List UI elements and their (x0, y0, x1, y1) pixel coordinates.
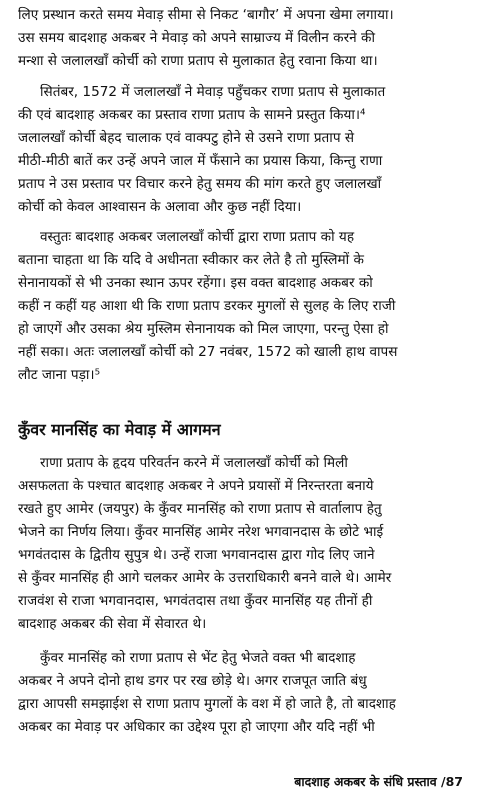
paragraph-5-line: द्वारा आपसी समझाईश से राणा प्रताप मुगलों के वश में हो जाते है, तो बादशाह (18, 696, 396, 712)
paragraph-2-line: जलालखाँ कोर्ची बेहद चालाक एवं वाक्पटु होने से उसने राणा प्रताप से (18, 130, 355, 146)
paragraph-4-line: बादशाह अकबर की सेवा में सेवारत थे। (18, 616, 207, 632)
paragraph-4-line: असफलता के पश्चात बादशाह अकबर ने अपने प्रयासों में निरन्तरता बनाये (18, 478, 374, 494)
page-number: 87 (445, 774, 463, 789)
paragraph-1-line: लिए प्रस्थान करते समय मेवाड़ सीमा से निकट ‘बागौर’ में अपना खेमा लगाया। (18, 7, 394, 23)
section-heading: कुँवर मानसिंह का मेवाड़ में आगमन (18, 420, 221, 439)
paragraph-4-line: भगवंतदास के द्वितीय सुपुत्र थे। उन्हें राजा भगवानदास द्वारा गोद लिए जाने (18, 547, 375, 563)
paragraph-3-line: वस्तुतः बादशाह अकबर जलालखाँ कोर्ची द्वारा राणा प्रताप को यह (40, 229, 355, 245)
paragraph-4-line: भेजने का निर्णय लिया। कुँवर मानसिंह आमेर नरेश भगवानदास के छोटे भाई (18, 524, 384, 540)
footer-separator: / (441, 774, 446, 789)
paragraph-3-line: सेनानायकों से भी उनका स्थान ऊपर रहेंगा। इस वक्त बादशाह अकबर को (18, 275, 373, 291)
page-footer (294, 772, 463, 792)
paragraph-2-line: सितंबर, 1572 में जलालखाँ ने मेवाड़ पहुँचकर राणा प्रताप से मुलाकात (40, 84, 386, 100)
paragraph-5-line: अकबर ने अपने दोनो हाथ डगर पर रख छोड़े थे। अगर राजपूत जाति बंधु (18, 673, 367, 689)
paragraph-4-line: राजवंश से राजा भगवानदास, भगवंतदास तथा कुँवर मानसिंह यह तीनों ही (18, 593, 373, 609)
paragraph-4-line: रखते हुए आमेर (जयपुर) के कुँवर मानसिंह को राणा प्रताप से वार्तालाप हेतु (18, 501, 382, 517)
paragraph-2-line: कोर्ची को केवल आश्वासन के अलावा और कुछ नहीं दिया। (18, 199, 302, 215)
running-title: बादशाह अकबर के संधि प्रस्ताव (294, 774, 437, 789)
paragraph-3-line: कहीं न कहीं यह आशा थी कि राणा प्रताप डरकर मुगलों से सुलह के लिए राजी (18, 298, 396, 314)
paragraph-2-line: की एवं बादशाह अकबर का प्रस्ताव राणा प्रताप के सामने प्रस्तुत किया।⁴ (18, 107, 366, 123)
paragraph-1-line: उस समय बादशाह अकबर ने मेवाड़ को अपने साम्राज्य में विलीन करने की (18, 30, 375, 46)
paragraph-4-line: से कुँवर मानसिंह ही आगे चलकर आमेर के उत्तराधिकारी बनने वाले थे। आमेर (18, 570, 392, 586)
paragraph-3-line: लौट जाना पड़ा।⁵ (18, 367, 101, 383)
paragraph-2-line: प्रताप ने उस प्रस्ताव पर विचार करने हेतु समय की मांग करते हुए जलालखाँ (18, 176, 382, 192)
paragraph-2-line: मीठी-मीठी बातें कर उन्हें अपने जाल में फँसाने का प्रयास किया, किन्तु राणा (18, 153, 383, 169)
paragraph-5-line: अकबर का मेवाड़ पर अधिकार का उद्देश्य पूरा हो जाएगा और यदि नहीं भी (18, 719, 375, 735)
paragraph-4-line: राणा प्रताप के हृदय परिवर्तन करने में जलालखाँ कोर्ची को मिली (40, 455, 348, 471)
paragraph-1-line: मन्शा से जलालखाँ कोर्ची को राणा प्रताप से मुलाकात हेतु रवाना किया था। (18, 53, 378, 69)
paragraph-5-line: कुँवर मानसिंह को राणा प्रताप से भेंट हेतु भेजते वक्त भी बादशाह (40, 650, 356, 666)
paragraph-3-line: बताना चाहता था कि यदि वे अधीनता स्वीकार कर लेते है तो मुस्लिमों के (18, 252, 364, 268)
paragraph-3-line: हो जाएगें और उसका श्रेय मुस्लिम सेनानायक को मिल जाएगा, परन्तु ऐसा हो (18, 321, 389, 337)
paragraph-3-line: नहीं सका। अतः जलालखाँ कोर्ची को 27 नवंबर, 1572 को खाली हाथ वापस (18, 344, 398, 360)
